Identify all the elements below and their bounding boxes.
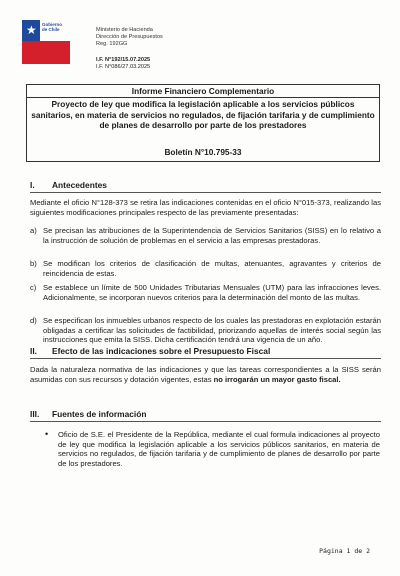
bullet-icon: • — [45, 429, 49, 439]
ministry-block — [96, 27, 163, 48]
source-item: Oficio de S.E. el Presidente de la República, mediante el cual formula indicaciones al proyecto de ley que modifica la legislación aplicable a los servicios públicos sanitarios, en materia de servicios no regulados, de fijación tarifaria y de cumplimiento de planes de desarrollo por parte de los prestadores. — [58, 430, 380, 468]
section-divider — [30, 421, 381, 422]
ministry-name: Ministerio de Hacienda — [96, 27, 153, 33]
department-name: Dirección de Presupuestos — [96, 34, 163, 40]
section-heading-antecedentes: I. Antecedentes — [30, 180, 107, 190]
title-box — [26, 84, 380, 162]
section-intro: Mediante el oficio N°128-373 se retira las indicaciones contenidas en el oficio N°015-373, realizando las siguientes modificaciones principales respecto de las previamente presentadas: — [30, 198, 381, 217]
section-divider — [30, 358, 381, 359]
document-subtitle: Proyecto de ley que modifica la legislación aplicable a los servicios públicos sanitarios, en materia de servicios no regulados, de fijación tarifaria y de cumplimiento de planes de desarrollo por parte de los prestadores — [31, 99, 375, 130]
fiscal-effect-text: Dada la naturaleza normativa de las indicaciones y que las tareas correspondientes a la SISS serán asumidas con sus recursos y dotación vigentes, estas no irrogarán un mayor gasto fiscal. — [30, 365, 381, 384]
bulletin-number: Boletín N°10.795-33 — [164, 147, 242, 157]
document-page: ★ Gobierno de Chile Ministerio de Hacienda Dirección de Presupuestos Reg. 192GG I.F. N°192/15.07.2025 I.F. N°086/27.03.2025 Informe Financiero Complementario Proyecto de ley que modifica la legislación aplicable a los servicios públicos sanitarios, en materia de servicios no regulados, de fijación tarifaria y de cumplimiento de planes de desarrollo por parte de los prestadores Boletín N°10.795-33 I. Antecedentes Mediante el oficio N°128-373 se retira las indicaciones contenidas en el oficio N°015-373, realizando las siguientes modificaciones principales respecto de las previamente presentadas: a) Se precisan las atribuciones de la Superintendencia de Servicios Sanitarios (SISS) en lo relativo a la instrucción de solución de problemas en el servicio a las empresas prestadoras. b) Se modifican los criterios de clasificación de multas, atenuantes, agravantes y criterios de reincidencia de estas. c) Se establece un límite de 500 Unidades Tributarias Mensuales (UTM) para las infracciones leves. Adicionalmente, se incorporan nuevos criterios para la determinación del monto de las multas. d) Se especifican los inmuebles urbanos respecto de los cuales las prestadoras en explotación estarán obligadas a certificar las solicitudes de factibilidad, priorizando aquellas de interés social según las instrucciones que emita la SISS. Dicha certificación tendrá una vigencia de un año. II. Efecto de las indicaciones sobre el Presupuesto Fiscal Dada la naturaleza normativa de las indicaciones y que las tareas correspondientes a la SISS serán asumidas con sus recursos y dotación vigentes, estas no irrogarán un mayor gasto fiscal. III. Fuentes de información • Oficio de S.E. el Presidente de la República, mediante el cual formula indicaciones al proyecto de ley que modifica la legislación aplicable a los servicios públicos sanitarios, en materia de servicios no regulados, de fijación tarifaria y de cumplimiento de planes de desarrollo por parte de los prestadores. Página 1 de 2 — [0, 0, 400, 576]
reference-previous: I.F. N°086/27.03.2025 — [96, 64, 151, 70]
reference-block — [96, 57, 150, 71]
section-heading-fuentes: III. Fuentes de información — [30, 409, 147, 419]
document-title: Informe Financiero Complementario — [131, 86, 275, 96]
registration: Reg. 192GG — [96, 41, 128, 47]
page-number: Página 1 de 2 — [319, 547, 370, 555]
government-logo: ★ Gobierno de Chile — [22, 20, 70, 66]
star-icon: ★ — [26, 23, 37, 37]
reference-current: I.F. N°192/15.07.2025 — [96, 57, 151, 63]
section-divider — [30, 192, 381, 193]
section-heading-efecto: II. Efecto de las indicaciones sobre el Presupuesto Fiscal — [30, 346, 271, 356]
